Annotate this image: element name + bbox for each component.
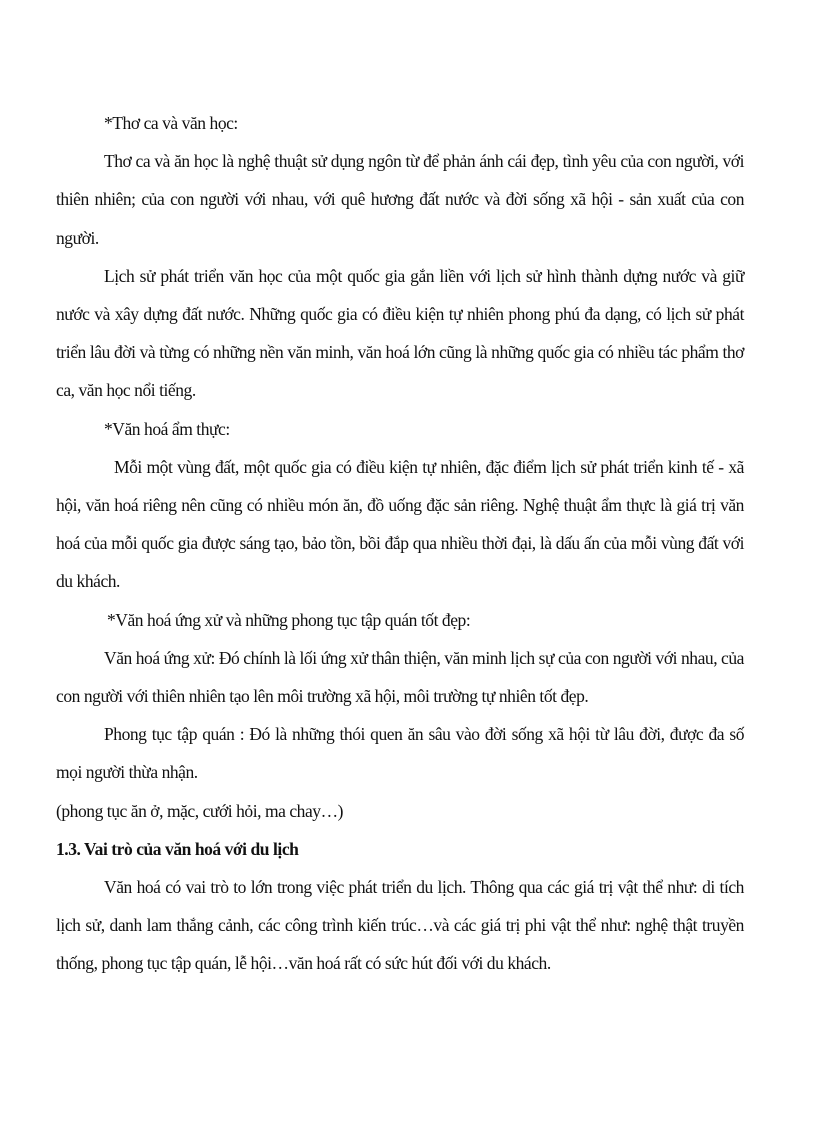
paragraph-behavior-culture: Văn hoá ứng xử: Đó chính là lối ứng xử thân thiện, văn minh lịch sự của con người với nhau, của con người với thiên nhiên tạo lên môi trường xã hội, môi trường tự nhiên tốt đẹp. — [56, 647, 744, 707]
paragraph-customs: Phong tục tập quán : Đó là những thói quen ăn sâu vào đời sống xã hội từ lâu đời, được đa số mọi người thừa nhận. — [56, 724, 744, 783]
paragraph-literature-history: Lịch sử phát triển văn học của một quốc gia gắn liền với lịch sử hình thành dựng nước và giữ nước và xây dựng đất nước. Những quốc gia có điều kiện tự nhiên phong phú đa dạng, có lịch sử phát triển lâu đời và từng có những nền văn minh, văn hoá lớn cũng là những quốc gia có nhiều tác phẩm thơ ca, văn học nổi tiếng. — [56, 265, 744, 401]
paragraph-cuisine: Mỗi một vùng đất, một quốc gia có điều kiện tự nhiên, đặc điểm lịch sử phát triển kinh tế - xã hội, văn hoá riêng nên cũng có nhiều món ăn, đồ uống đặc sản riêng. Nghệ thuật ẩm thực là giá trị văn hoá của mỗi quốc gia được sáng tạo, bảo tồn, bồi đắp qua nhiều thời đại, là dấu ấn của mỗi vùng đất với du khách. — [56, 456, 744, 592]
section-label-cuisine: *Văn hoá ẩm thực: — [104, 418, 230, 439]
section-label-behavior: *Văn hoá ứng xử và những phong tục tập quán tốt đẹp: — [107, 609, 471, 630]
section-heading-1-3: 1.3. Vai trò của văn hoá với du lịch — [56, 838, 299, 859]
document-body — [56, 104, 744, 983]
paragraph-poetry-definition: Thơ ca và ăn học là nghệ thuật sử dụng ngôn từ để phản ánh cái đẹp, tình yêu của con người, với thiên nhiên; của con người với nhau, với quê hương đất nước và đời sống xã hội - sản xuất của con người. — [56, 151, 744, 248]
section-label-poetry: *Thơ ca và văn học: — [104, 113, 238, 133]
paragraph-customs-examples: (phong tục ăn ở, mặc, cưới hỏi, ma chay…) — [56, 800, 344, 821]
paragraph-culture-tourism-role: Văn hoá có vai trò to lớn trong việc phát triển du lịch. Thông qua các giá trị vật thể như: di tích lịch sử, danh lam thắng cảnh, các công trình kiến trúc…và các giá trị phi vật thể như: nghệ thật truyền thống, phong tục tập quán, lễ hội…văn hoá rất có sức hút đối với du khách. — [56, 877, 744, 974]
